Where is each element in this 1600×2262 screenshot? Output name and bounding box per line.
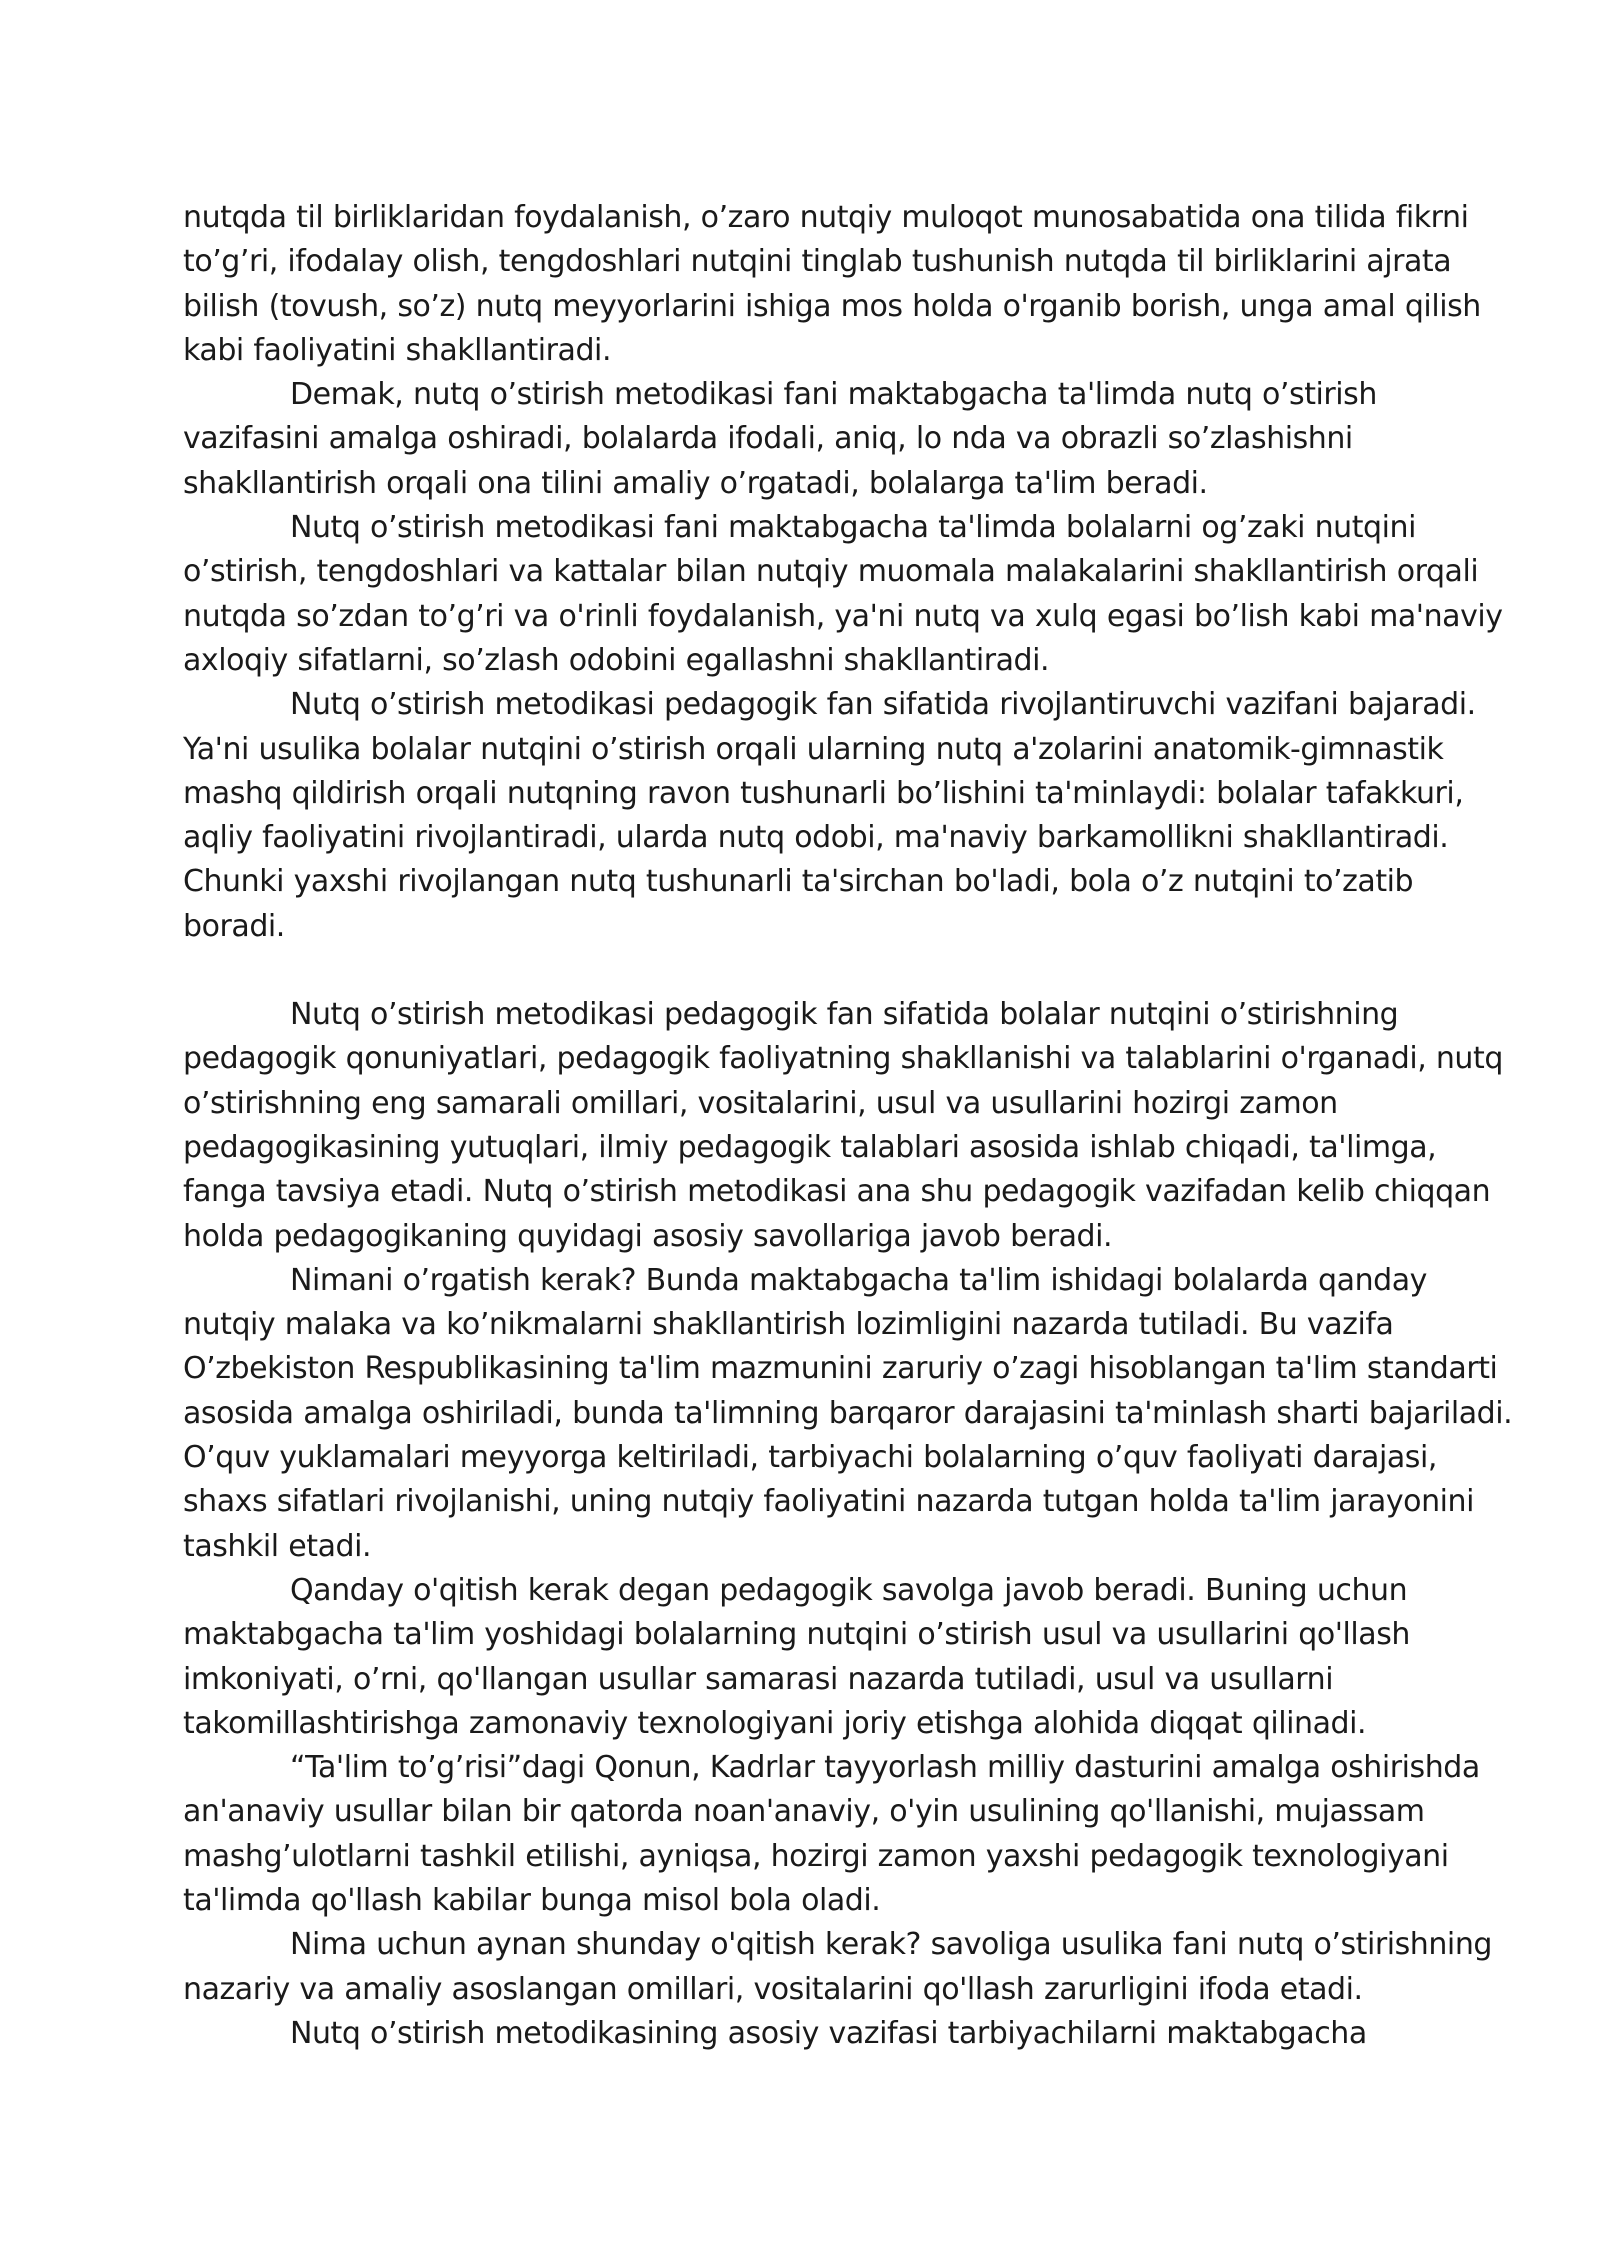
paragraph-3: Nutq o’stirish metodikasi fani maktabgacha ta'limda bolalarni og’zaki nutqini o’stirish, tengdoshlari va kattalar bilan nutqiy muomala malakalarini shakllantirish orqali nutqda so’zdan to’g’ri va o'rinli foydalanish, ya'ni nutq va xulq egasi bo’lish kabi ma'naviy axloqiy sifatlarni, so’zlash odobini egallashni shakllantiradi. — [183, 510, 1503, 678]
paragraph-1: nutqda til birliklaridan foydalanish, o’zaro nutqiy muloqot munosabatida ona tilida fikrni to’g’ri, ifodalay olish, tengdoshlari nutqini tinglab tushunish nutqda til birliklarini ajrata bilish (tovush, so’z) nutq meyyorlarini ishiga mos holda o'rganib borish, unga amal qilish kabi faoliyatini shakllantiradi. — [183, 200, 1481, 368]
paragraph-6: Nimani o’rgatish kerak? Bunda maktabgacha ta'lim ishidagi bolalarda qanday nutqiy malaka va ko’nikmalarni shakllantirish lozimligini nazarda tutiladi. Bu vazifa O’zbekiston Respublikasining ta'lim mazmunini zaruriy o’zagi hisoblangan ta'lim standarti asosida amalga oshiriladi, bunda ta'limning barqaror darajasini ta'minlash sharti bajariladi. O’quv yuklamalari meyyorga keltiriladi, tarbiyachi bolalarning o’quv faoliyati darajasi, shaxs sifatlari rivojlanishi, uning nutqiy faoliyatini nazarda tutgan holda ta'lim jarayonini tashkil etadi. — [183, 1262, 1513, 1564]
paragraph-5: Nutq o’stirish metodikasi pedagogik fan sifatida bolalar nutqini o’stirishning pedagogik qonuniyatlari, pedagogik faoliyatning shakllanishi va talablarini o'rganadi, nutq o’stirishning eng samarali omillari, vositalarini, usul va usullarini hozirgi zamon pedagogikasining yutuqlari, ilmiy pedagogik talablari asosida ishlab chiqadi, ta'limga, fanga tavsiya etadi. Nutq o’stirish metodikasi ana shu pedagogik vazifadan kelib chiqqan holda pedagogikaning quyidagi asosiy savollariga javob beradi. — [183, 997, 1503, 1254]
document-body — [183, 196, 1513, 2056]
paragraph-10: Nutq o’stirish metodikasining asosiy vazifasi tarbiyachilarni maktabgacha — [290, 2015, 1367, 2051]
paragraph-4: Nutq o’stirish metodikasi pedagogik fan sifatida rivojlantiruvchi vazifani bajaradi. Ya'ni usulika bolalar nutqini o’stirish orqali ularning nutq a'zolarini anatomik-gimnastik mashq qildirish orqali nutqning ravon tushunarli bo’lishini ta'minlaydi: bolalar tafakkuri, aqliy faoliyatini rivojlantiradi, ularda nutq odobi, ma'naviy barkamollikni shakllantiradi. Chunki yaxshi rivojlangan nutq tushunarli ta'sirchan bo'ladi, bola o’z nutqini to’zatib boradi. — [183, 687, 1476, 944]
paragraph-8: “Ta'lim to’g’risi”dagi Qonun, Kadrlar tayyorlash milliy dasturini amalga oshirishda an'anaviy usullar bilan bir qatorda noan'anaviy, o'yin usulining qo'llanishi, mujassam mashg’ulotlarni tashkil etilishi, ayniqsa, hozirgi zamon yaxshi pedagogik texnologiyani ta'limda qo'llash kabilar bunga misol bola oladi. — [183, 1750, 1480, 1918]
paragraph-9: Nima uchun aynan shunday o'qitish kerak? savoliga usulika fani nutq o’stirishning nazariy va amaliy asoslangan omillari, vositalarini qo'llash zarurligini ifoda etadi. — [183, 1927, 1492, 2007]
paragraph-2: Demak, nutq o’stirish metodikasi fani maktabgacha ta'limda nutq o’stirish vazifasini amalga oshiradi, bolalarda ifodali, aniq, lo nda va obrazli so’zlashishni shakllantirish orqali ona tilini amaliy o’rgatadi, bolalarga ta'lim beradi. — [183, 377, 1377, 501]
paragraph-7: Qanday o'qitish kerak degan pedagogik savolga javob beradi. Buning uchun maktabgacha ta'lim yoshidagi bolalarning nutqini o’stirish usul va usullarini qo'llash imkoniyati, o’rni, qo'llangan usullar samarasi nazarda tutiladi, usul va usullarni takomillashtirishga zamonaviy texnologiyani joriy etishga alohida diqqat qilinadi. — [183, 1572, 1410, 1741]
